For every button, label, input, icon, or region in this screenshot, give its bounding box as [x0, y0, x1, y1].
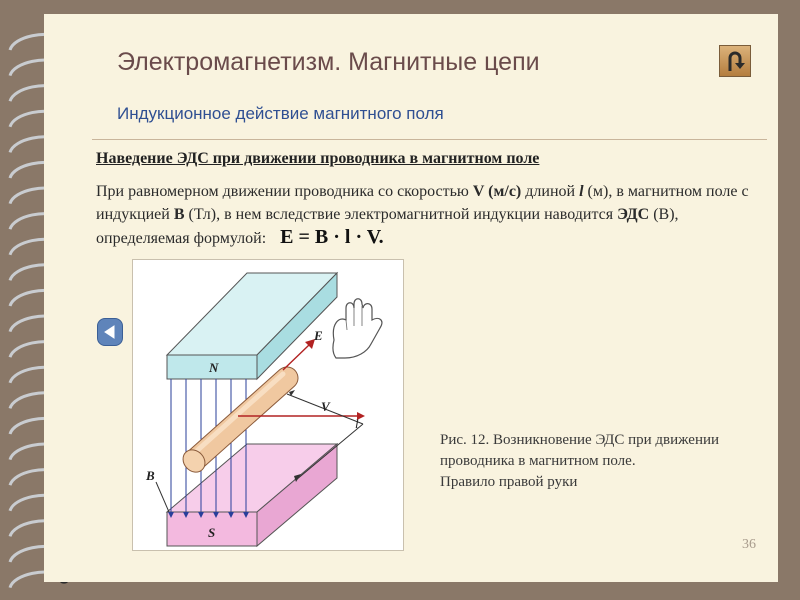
left-triangle-icon — [101, 323, 119, 341]
text-run: (Тл), в нем вследствие электромагнитной индукции наводится — [184, 206, 618, 223]
caption-line: Рис. 12. Возникновение ЭДС при движении — [440, 432, 720, 448]
induction-term: B — [173, 206, 185, 223]
right-hand-icon — [333, 299, 382, 358]
caption-line: проводника в магнитном поле. — [440, 453, 636, 469]
previous-slide-button[interactable] — [97, 318, 123, 346]
text-run: (В), определяемая формулой: — [96, 206, 679, 247]
text-run: При равномерном движении проводника со скоростью — [96, 183, 473, 200]
emf-term: ЭДС — [617, 206, 650, 223]
page-title: Электромагнетизм. Магнитные цепи — [117, 48, 540, 76]
induction-label: B — [146, 468, 155, 483]
emf-label: E — [314, 328, 323, 343]
text-run: длиной — [521, 183, 580, 200]
velocity-label: V — [321, 399, 330, 414]
length-label: l — [355, 416, 359, 431]
home-button[interactable] — [719, 45, 751, 77]
body-paragraph — [96, 180, 766, 250]
page-subtitle: Индукционное действие магнитного поля — [117, 104, 444, 123]
caption-line: Правило правой руки — [440, 474, 578, 490]
n-pole-label: N — [209, 360, 219, 375]
divider — [92, 139, 767, 140]
section-heading: Наведение ЭДС при движении проводника в магнитном поле — [96, 150, 540, 167]
magnet-conductor-diagram — [133, 260, 403, 550]
u-turn-arrow-icon — [723, 49, 747, 73]
text-run: (м), в магнитном поле с индукцией — [96, 183, 749, 223]
page-number: 36 — [742, 537, 756, 552]
figure-panel — [132, 259, 404, 551]
velocity-term: V (м/с) — [472, 183, 522, 200]
emf-formula: E = B · l · V. — [280, 226, 384, 248]
figure-caption — [440, 430, 780, 493]
b-pointer-line — [156, 482, 169, 512]
length-term: l — [579, 183, 584, 200]
s-pole-label: S — [208, 525, 216, 540]
